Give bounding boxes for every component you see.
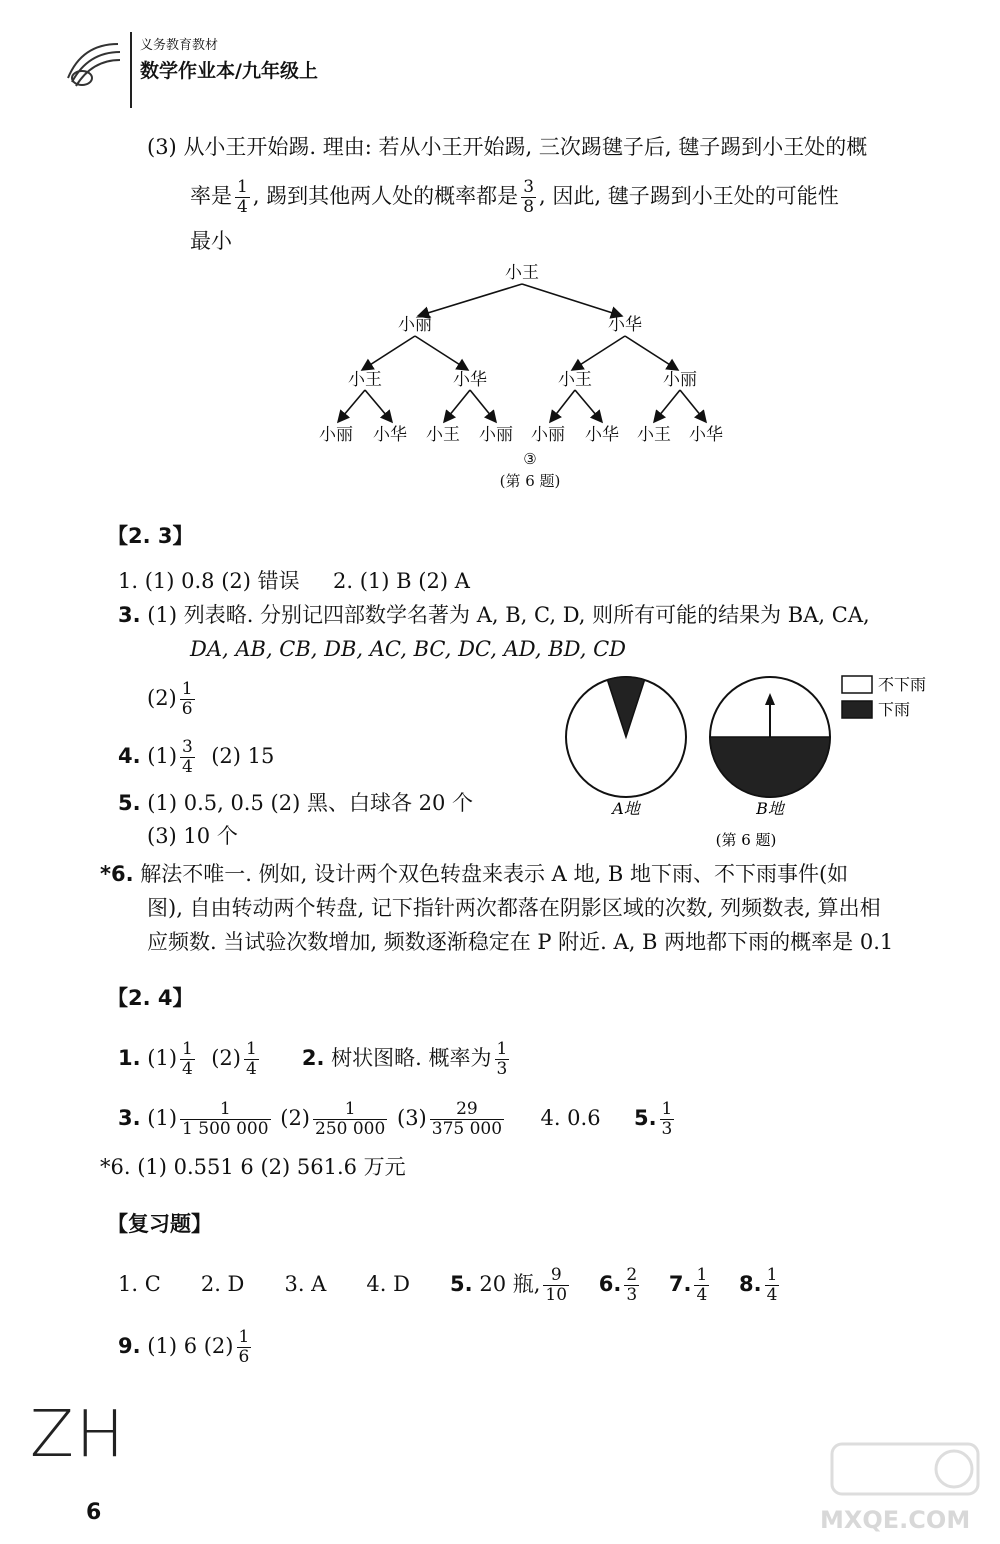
footer-logo: ZH — [30, 1398, 126, 1472]
label-b: B地 — [756, 799, 784, 818]
s23-q4: 4. (1) $\frac{3}{4}$ (2) 15 — [118, 737, 275, 777]
s23-q1-q2: 1. (1) 0.8 (2) 错误 2. (1) B (2) A — [118, 569, 470, 593]
review-row1: 1. C 2. D 3. A 4. D 5. 20 瓶, $\frac{9}{10}$ 6. $\frac{2}{3}$ 7. $\frac{1}{4}$ 8. $\frac{1}{4}$ — [118, 1265, 778, 1305]
tree-node: 小华 — [453, 370, 487, 390]
tree-node: 小丽 — [663, 370, 697, 390]
label-a: A地 — [612, 799, 640, 818]
spinner-figure — [560, 665, 960, 855]
header-series: 义务教育教材 — [140, 38, 219, 53]
q6-part3-line1: (3) 从小王开始踢. 理由: 若从小王开始踢, 三次踢毽子后, 毽子踢到小王处的概 — [147, 135, 868, 159]
fraction: $\frac{2}{3}$ — [626, 1265, 638, 1305]
watermark — [820, 1440, 990, 1540]
tree-leaf: 小丽 — [531, 425, 565, 445]
q6-part3-line3: 最小 — [190, 229, 232, 253]
tree-node: 小华 — [608, 315, 642, 335]
q6-part3-line2: 率是 $\frac{1}{4}$ , 踢到其他两人处的概率都是 $\frac{3}{8}$ , 因此, 毽子踢到小王处的可能性 — [190, 177, 839, 217]
legend-rain-label: 下雨 — [878, 700, 911, 719]
tree-leaf: 小华 — [373, 425, 407, 445]
tree-node: 小丽 — [398, 315, 432, 335]
watermark-badge-icon — [830, 1440, 980, 1500]
fraction: $\frac{1}{4}$ — [182, 1039, 193, 1079]
fraction: $\frac{1}{1 500 000}$ — [182, 1099, 269, 1139]
tree-mark: ③ — [523, 450, 537, 468]
page-number: 6 — [86, 1500, 102, 1525]
tree-leaf: 小丽 — [479, 425, 513, 445]
spinner-b-shaded-sector — [710, 737, 830, 797]
spinner-caption: (第 6 题) — [715, 831, 777, 849]
fraction: $\frac{3}{4}$ — [182, 737, 193, 777]
tree-diagram — [300, 258, 760, 498]
legend-no-rain-label: 不下雨 — [878, 675, 927, 694]
s23-q5-line1: 5. (1) 0.5, 0.5 (2) 黑、白球各 20 个 — [118, 791, 474, 815]
tree-node: 小王 — [348, 370, 382, 390]
fraction: $\frac{1}{6}$ — [181, 679, 193, 719]
fraction: $\frac{29}{375 000}$ — [431, 1099, 503, 1139]
tree-caption: (第 6 题) — [499, 472, 561, 490]
tree-leaf: 小华 — [585, 425, 619, 445]
fraction: $\frac{1}{4}$ — [237, 177, 248, 217]
s23-q6-line2: 图), 自由转动两个转盘, 记下指针两次都落在阴影区域的次数, 列频数表, 算出相 — [147, 896, 881, 920]
header-title: 数学作业本 — [140, 60, 236, 82]
s23-q6-line1: *6. 解法不唯一. 例如, 设计两个双色转盘来表示 A 地, B 地下雨、不下雨事件(如 — [100, 862, 849, 886]
s23-q6-line3: 应频数. 当试验次数增加, 频数逐渐稳定在 P 附近. A, B 两地都下雨的概率是 0.1 — [147, 930, 894, 954]
legend-no-rain-swatch — [842, 676, 872, 693]
fraction: $\frac{9}{10}$ — [545, 1265, 568, 1305]
header-grade: 九年级上 — [241, 60, 318, 82]
fraction: $\frac{1}{3}$ — [496, 1039, 508, 1079]
header: 义务教育教材 数学作业本/九年级上 — [62, 30, 362, 100]
fraction: $\frac{1}{4}$ — [696, 1265, 708, 1305]
section-title-review: 【复习题】 — [107, 1212, 212, 1236]
review-row2: 9. (1) 6 (2) $\frac{1}{6}$ — [118, 1327, 250, 1367]
publisher-logo-icon — [62, 38, 124, 94]
fraction: $\frac{1}{3}$ — [661, 1099, 673, 1139]
fraction: $\frac{1}{6}$ — [238, 1327, 250, 1367]
tree-leaf: 小丽 — [319, 425, 353, 445]
fraction: $\frac{1}{4}$ — [245, 1039, 257, 1079]
fraction: $\frac{1}{4}$ — [766, 1265, 778, 1305]
tree-leaf: 小华 — [689, 425, 723, 445]
fraction: $\frac{1}{250 000}$ — [315, 1099, 386, 1139]
s23-q5-line2: (3) 10 个 — [147, 824, 238, 848]
s24-q1-q2: 1. (1) $\frac{1}{4}$ (2) $\frac{1}{4}$ 2. 树状图略. 概率为 $\frac{1}{3}$ — [118, 1039, 508, 1079]
watermark-text: MXQE.COM — [820, 1506, 971, 1534]
s23-q3-line2: DA, AB, CB, DB, AC, BC, DC, AD, BD, CD — [190, 637, 626, 661]
s23-q3-part2: (2) $\frac{1}{6}$ — [147, 679, 193, 719]
tree-node-root: 小王 — [505, 263, 539, 283]
s23-q3-line1: 3. (1) 列表略. 分别记四部数学名著为 A, B, C, D, 则所有可能的结果为 BA, CA, — [118, 603, 870, 627]
tree-node: 小王 — [558, 370, 592, 390]
tree-leaf: 小王 — [426, 425, 460, 445]
section-title-2-3: 【2. 3】 — [107, 524, 194, 548]
s24-q3-q5: 3. (1) $\frac{1}{1 500 000}$ (2) $\frac{1}{250 000}$ (3) $\frac{29}{375 000}$ 4. 0.6 5. $\frac{1}{3}$ — [118, 1099, 673, 1139]
legend-rain-swatch — [842, 701, 872, 718]
s24-q6: *6. (1) 0.551 6 (2) 561.6 万元 — [100, 1155, 406, 1179]
fraction: $\frac{3}{8}$ — [523, 177, 535, 217]
tree-leaf: 小王 — [637, 425, 671, 445]
section-title-2-4: 【2. 4】 — [107, 986, 194, 1010]
